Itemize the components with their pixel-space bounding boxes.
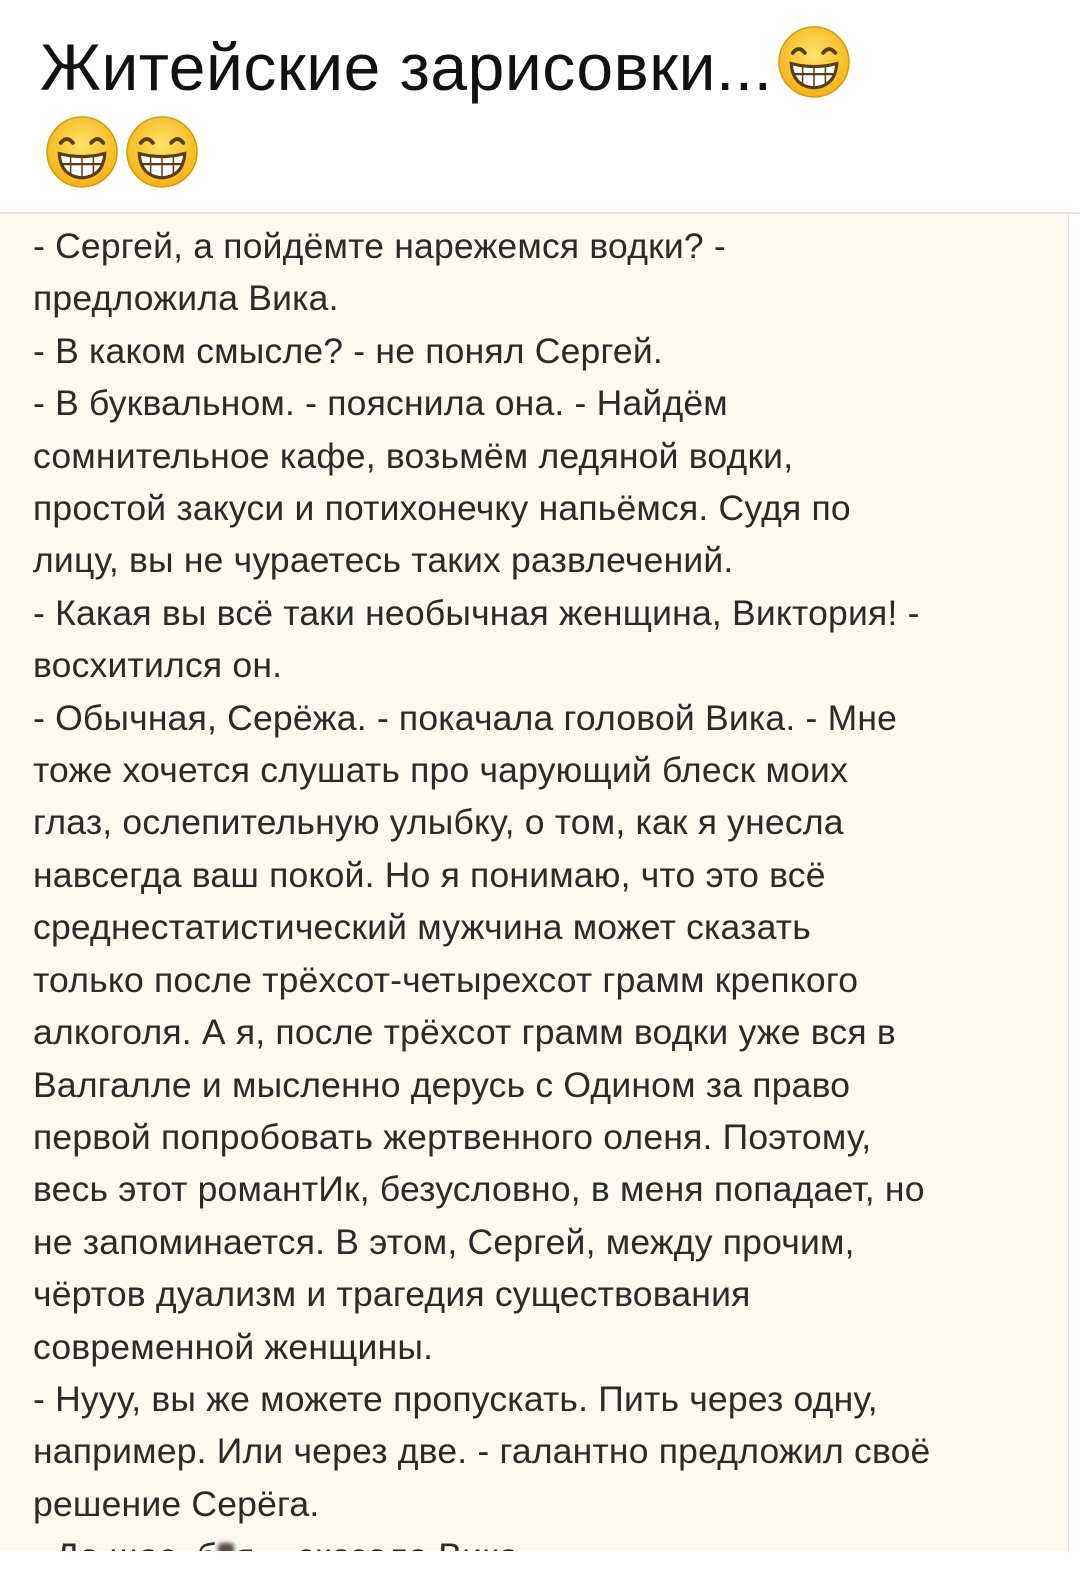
text-line: - Какая вы всё таки необычная женщина, Виктория! - xyxy=(33,592,920,633)
text-line: не запоминается. В этом, Сергей, между прочим, xyxy=(33,1221,855,1262)
post-text xyxy=(33,220,1053,1583)
grinning-face-icon xyxy=(776,24,852,100)
text-line: восхитился он. xyxy=(33,645,283,686)
grinning-face-icon xyxy=(124,114,200,190)
text-line: первой попробовать жертвенного оленя. Поэтому, xyxy=(33,1116,872,1157)
text-line: лицу, вы не чураетесь таких развлечений. xyxy=(33,540,734,581)
text-line: навсегда ваш покой. Но я понимаю, что это всё xyxy=(33,854,826,895)
text-line: алкоголя. А я, после трёхсот грамм водки уже вся в xyxy=(33,1012,896,1053)
post-header xyxy=(0,0,1080,212)
text-line: тоже хочется слушать про чарующий блеск моих xyxy=(33,750,849,791)
text-line: - Сергей, а пойдёмте нарежемся водки? - xyxy=(33,226,726,266)
text-line: - В буквальном. - пояснила она. - Найдём xyxy=(33,383,728,424)
grinning-face-icon xyxy=(44,114,120,190)
text-line: простой закуси и потихонечку напьёмся. Судя по xyxy=(33,488,851,529)
text-line: сомнительное кафе, возьмём ледяной водки, xyxy=(33,435,794,476)
text-line: только после трёхсот-четырехсот грамм крепкого xyxy=(33,959,859,1000)
text-line: чёртов дуализм и трагедия существования xyxy=(33,1274,751,1315)
text-line: например. Или через две. - галантно предложил своё xyxy=(33,1431,931,1472)
text-line: предложила Вика. xyxy=(33,278,339,319)
text-line: - В каком смысле? - не понял Сергей. xyxy=(33,330,663,371)
text-line: решение Серёга. xyxy=(33,1483,320,1524)
text-line: среднестатистический мужчина может сказать xyxy=(33,907,811,948)
text-line: весь этот романтИк, безусловно, в меня попадает, но xyxy=(33,1169,925,1210)
post-body xyxy=(0,214,1069,1551)
text-line: - Обычная, Серёжа. - покачала головой Вика. - Мне xyxy=(33,697,898,738)
post-title-text: Житейские зарисовки... xyxy=(40,30,773,104)
bottom-strip xyxy=(0,1551,1080,1587)
post-title xyxy=(40,22,1040,202)
text-line: современной женщины. xyxy=(33,1326,434,1367)
text-line: Валгалле и мысленно дерусь с Одином за право xyxy=(33,1064,851,1105)
text-line: - Нууу, вы же можете пропускать. Пить через одну, xyxy=(33,1378,878,1419)
text-line: глаз, ослепительную улыбку, о том, как я унесла xyxy=(33,802,844,843)
